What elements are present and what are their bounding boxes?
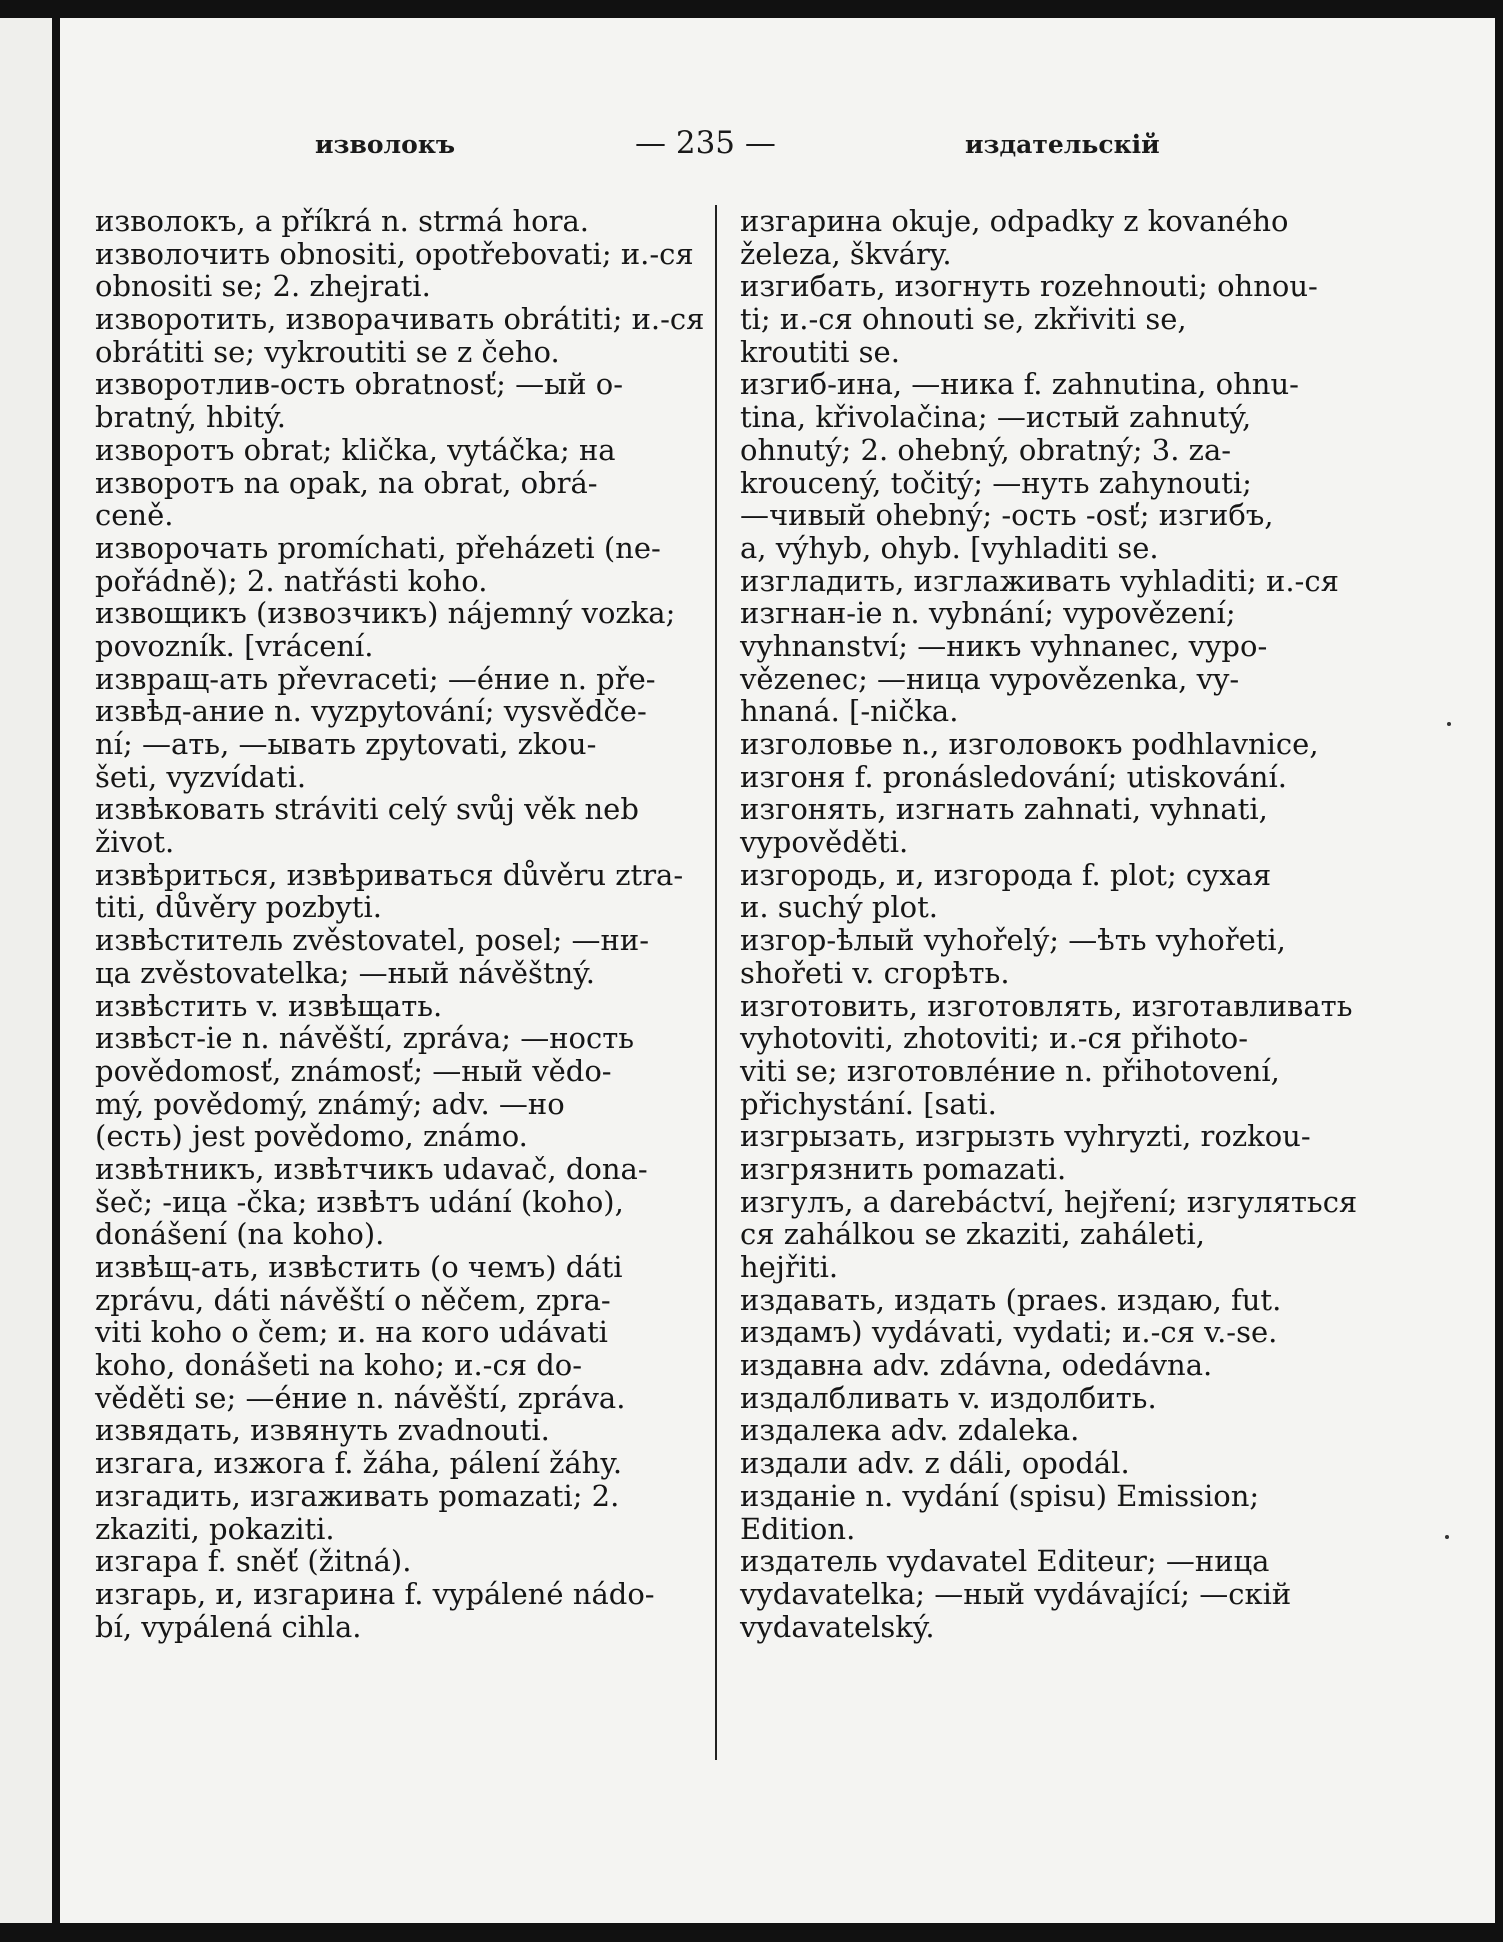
entry-line: (есть) jest povědomo, známo. <box>95 1119 528 1154</box>
entry-line: изгладить, изглаживать vyhladiti; и.-ся <box>740 563 1339 598</box>
entry-line: издавать, издать (praes. издаю, fut. <box>740 1282 1282 1317</box>
entry-line: изголовье n., изголовокъ podhlavnice, <box>740 727 1319 761</box>
left-guide-word: изволокъ <box>315 130 456 159</box>
entry-line: shořeti v. сгорѣть. <box>740 955 1010 990</box>
entry-line: přichystání. [sati. <box>740 1086 997 1121</box>
entry-line: извѣриться, извѣриваться důvěru ztra- <box>95 857 684 892</box>
entry-line: bratný, hbitý. <box>95 400 286 435</box>
entry-line: pořádně); 2. natřásti koho. <box>95 563 488 598</box>
entry-line: издамъ) vydávati, vydati; и.-ся v.-se. <box>740 1315 1278 1350</box>
entry-line: изворотлив-ость obratnosť; —ый o- <box>95 367 624 402</box>
entry-line: koho, donášeti na koho; и.-ся do- <box>95 1348 583 1383</box>
entry-line: изворотъ obrat; klička, vytáčka; на <box>95 432 616 467</box>
entry-line: изгиб-ина, —ника f. zahnutina, ohnu- <box>740 367 1299 402</box>
entry-line: изготовить, изготовлять, изготавливать <box>740 988 1353 1023</box>
entry-line: извощикъ (извозчикъ) nájemný vozka; <box>95 596 676 631</box>
entry-line: vydavatelka; —ный vydávající; —скій <box>740 1576 1292 1611</box>
entry-line: изворочать promíchati, přeházeti (ne- <box>95 530 661 565</box>
entry-line: изгрызать, изгрызть vyhryzti, rozkou- <box>740 1119 1311 1154</box>
entry-line: извѣтникъ, извѣтчикъ udavač, dona- <box>95 1151 648 1186</box>
speck <box>1445 1535 1449 1539</box>
entry-line: viti koho o čem; и. на кого udávati <box>95 1315 608 1350</box>
entry-line: titi, důvěry pozbyti. <box>95 890 382 925</box>
previous-page-edge <box>0 18 52 1923</box>
entry-line: изгара f. sněť (žitná). <box>95 1544 412 1579</box>
entry-line: изгарина okuje, odpadky z kovaného <box>740 204 1289 238</box>
entry-line: извѣщ-ать, извѣстить (о чемъ) dáti <box>95 1250 623 1284</box>
entry-line: издали adv. z dáli, opodál. <box>740 1446 1130 1481</box>
entry-line: vězenec; —ница vypovězenka, vy- <box>740 661 1240 696</box>
entry-line: изгадить, изгаживать pomazati; 2. <box>95 1478 620 1513</box>
left-column <box>95 204 705 1644</box>
entry-line: ti; и.-ся ohnouti se, zkřiviti se, <box>740 302 1187 337</box>
entry-line: а, výhyb, ohyb. [vyhladiti se. <box>740 530 1159 565</box>
entry-line: šeti, vyzvídati. <box>95 759 307 794</box>
entry-line: vydavatelský. <box>740 1609 935 1644</box>
entry-line: извѣковать stráviti celý svůj věk neb <box>95 792 639 827</box>
entry-line: изгарь, и, изгарина f. vypálené nádo- <box>95 1576 655 1611</box>
entry-line: издалека adv. zdaleka. <box>740 1413 1080 1448</box>
entry-line: извращ-ать převraceti; —éние n. pře- <box>95 661 656 696</box>
entry-line: изгнан-іе n. vybnání; vypovězení; <box>740 596 1236 631</box>
entry-line: povědomosť, známosť; —ный vědo- <box>95 1053 612 1088</box>
entry-line: ceně. <box>95 498 174 533</box>
entry-line: věděti se; —éние n. návěští, zpráva. <box>95 1380 626 1415</box>
entry-line: изгор-ѣлый vyhořelý; —ѣть vyhořeti, <box>740 923 1286 958</box>
entry-line: zprávu, dáti návěští o něčem, zpra- <box>95 1282 611 1317</box>
entry-line: извѣститель zvěstovatel, posel; —ни- <box>95 923 650 958</box>
right-column <box>740 204 1358 1644</box>
entry-line: изгонять, изгнать zahnati, vyhnati, <box>740 792 1268 827</box>
entry-line: и. suchý plot. <box>740 890 939 925</box>
entry-line: извѣстить v. извѣщать. <box>95 988 443 1023</box>
entry-line: издавна adv. zdávna, odedávna. <box>740 1348 1213 1383</box>
entry-line: изворотить, изворачивать obrátiti; и.-ся <box>95 302 705 337</box>
entry-line: издалбливать v. издолбить. <box>740 1380 1157 1415</box>
entry-line: donášení (na koho). <box>95 1217 385 1252</box>
entry-line: obrátiti se; vykroutiti se z čeho. <box>95 334 560 369</box>
entry-line: mý, povědomý, známý; adv. —но <box>95 1086 565 1121</box>
entry-line: život. <box>95 825 175 860</box>
entry-line: obnositi se; 2. zhejrati. <box>95 269 431 304</box>
entry-line: ся zahálkou se zkaziti, zaháleti, <box>740 1217 1205 1252</box>
entry-line: vyhotoviti, zhotoviti; и.-ся přihoto- <box>740 1021 1248 1056</box>
entry-line: hejřiti. <box>740 1250 839 1284</box>
entry-line: извѣст-іе n. návěští, zpráva; —ность <box>95 1021 635 1056</box>
entry-line: изгибать, изогнуть rozehnouti; ohnou- <box>740 269 1318 304</box>
entry-line: изволочить obnositi, opotřebovati; и.-ся <box>95 236 694 271</box>
entry-line: tina, křivolačina; —истый zahnutý, <box>740 400 1252 435</box>
entry-line: šeč; -ица -čka; извѣтъ udání (koho), <box>95 1184 624 1219</box>
entry-line: Edition. <box>740 1511 856 1546</box>
entry-line: изгрязнить pomazati. <box>740 1151 1067 1186</box>
page-number: — 235 — <box>635 125 776 161</box>
entry-line: zkaziti, pokaziti. <box>95 1511 335 1546</box>
entry-line: bí, vypálená cihla. <box>95 1609 362 1644</box>
entry-line: hnaná. [-nička. <box>740 694 959 729</box>
page-header <box>95 125 1175 165</box>
entry-line: ohnutý; 2. ohebný, obratný; 3. za- <box>740 432 1232 467</box>
entry-line: изгулъ, а darebáctví, hejření; изгуляться <box>740 1184 1358 1219</box>
entry-line: vyhnanství; —никъ vyhnanec, vypo- <box>740 628 1268 663</box>
column-divider <box>715 205 717 1760</box>
entry-line: изгага, изжога f. žáha, pálení žáhy. <box>95 1446 623 1481</box>
entry-line: извядать, извянуть zvadnouti. <box>95 1413 550 1448</box>
entry-line: povozník. [vrácení. <box>95 628 374 663</box>
entry-line: изгородь, и, изгорода f. plot; сухая <box>740 857 1272 892</box>
entry-line: изгоня f. pronásledování; utiskování. <box>740 759 1287 794</box>
right-guide-word: издательскій <box>965 130 1160 159</box>
entry-line: изданіе n. vydání (spisu) Emission; <box>740 1478 1260 1513</box>
entry-line: kroutiti se. <box>740 334 900 369</box>
entry-line: издатель vydavatel Editeur; —ница <box>740 1544 1270 1579</box>
entry-line: kroucený, točitý; —нуть zahynouti; <box>740 465 1252 500</box>
entry-line: železa, škváry. <box>740 236 952 271</box>
entry-line: ní; —ать, —ывать zpytovati, zkou- <box>95 727 597 761</box>
entry-line: изволокъ, а příkrá n. strmá hora. <box>95 204 590 238</box>
entry-line: извѣд-ание n. vyzpytování; vysvědče- <box>95 694 647 729</box>
entry-line: viti se; изготовлéние n. přihotovení, <box>740 1053 1280 1088</box>
entry-line: —чивый ohebný; -ость -osť; изгибъ, <box>740 498 1274 533</box>
entry-line: vypověděti. <box>740 825 909 860</box>
entry-line: ца zvěstovatelka; —ный návěštný. <box>95 955 596 990</box>
entry-line: изворотъ na opak, na obrat, obrá- <box>95 465 598 500</box>
speck <box>1447 722 1451 726</box>
